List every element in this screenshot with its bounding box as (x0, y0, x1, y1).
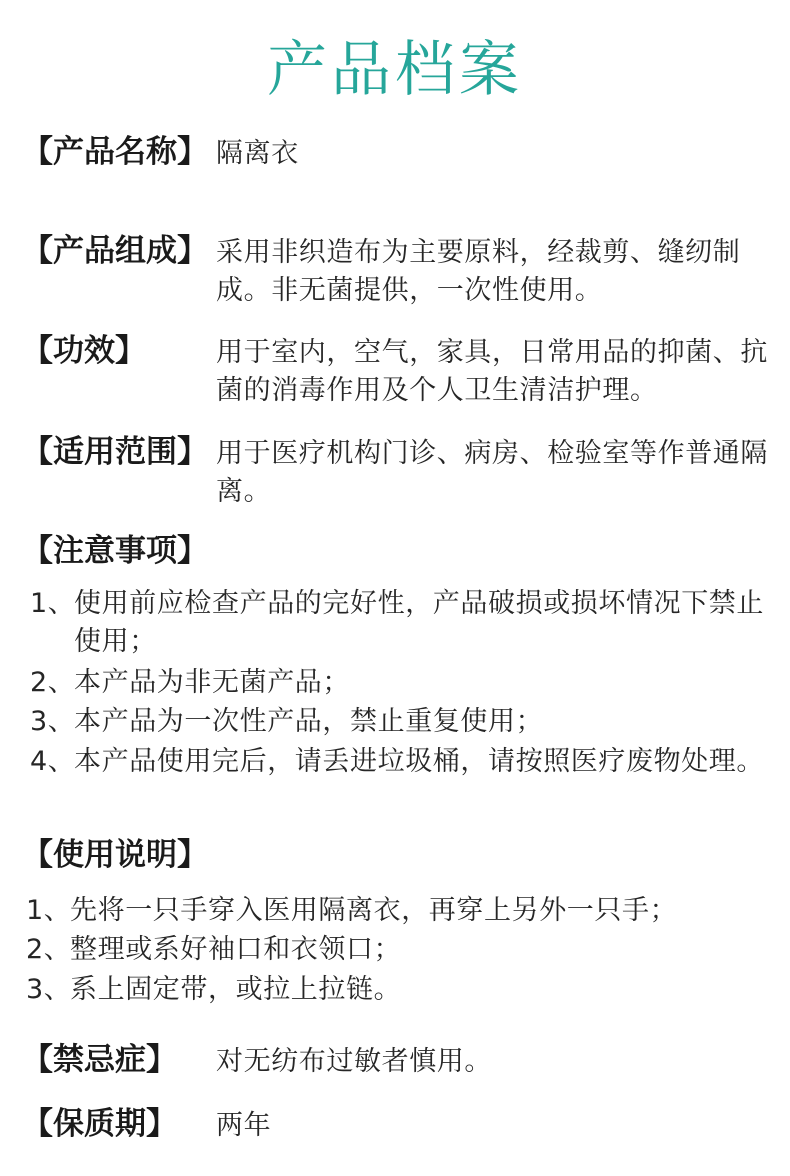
list-item-text: 系上固定带，或拉上拉链。 (70, 974, 402, 1005)
list-item-number: 1、 (26, 895, 72, 926)
list-item (30, 703, 775, 741)
list-item-number: 1、 (30, 588, 76, 619)
list-item-text: 使用前应检查产品的完好性，产品破损或损坏情况下禁止使用； (74, 588, 764, 657)
field-label: 【禁忌症】 (22, 1042, 177, 1078)
list-item-number: 4、 (30, 746, 76, 777)
list-item-text: 本产品使用完后，请丢进垃圾桶，请按照医疗废物处理。 (74, 746, 764, 777)
field-efficacy (22, 331, 782, 411)
field-label: 【功效】 (22, 333, 146, 369)
list-item (26, 892, 776, 930)
list-item-text: 本产品为一次性产品，禁止重复使用； (74, 706, 544, 737)
field-product-name (22, 132, 782, 176)
field-value: 用于医疗机构门诊、病房、检验室等作普通隔离。 (216, 438, 768, 507)
list-item-number: 3、 (30, 706, 76, 737)
field-value: 采用非织造布为主要原料，经裁剪、缝纫制成。非无菌提供，一次性使用。 (216, 237, 741, 306)
list-item (30, 585, 775, 661)
list-item-text: 本产品为非无菌产品； (74, 667, 350, 698)
field-label: 【产品组成】 (22, 233, 208, 269)
list-item-number: 2、 (30, 667, 76, 698)
field-label: 【适用范围】 (22, 434, 208, 470)
precautions-heading: 【注意事项】 (22, 533, 208, 569)
page-title: 产品档案 (267, 35, 523, 105)
field-value: 用于室内，空气，家具，日常用品的抑菌、抗菌的消毒作用及个人卫生清洁护理。 (216, 337, 768, 406)
field-value: 隔离衣 (216, 138, 299, 169)
field-shelf-life (22, 1104, 782, 1148)
list-item-number: 2、 (26, 934, 72, 965)
list-item-text: 整理或系好袖口和衣领口； (70, 934, 402, 965)
list-item-number: 3、 (26, 974, 72, 1005)
field-value: 对无纺布过敏者慎用。 (216, 1046, 492, 1077)
field-value: 两年 (216, 1110, 272, 1141)
list-item-text: 先将一只手穿入医用隔离衣，再穿上另外一只手； (70, 895, 678, 926)
field-contraindication (22, 1040, 782, 1084)
field-label: 【产品名称】 (22, 134, 208, 170)
list-item (30, 664, 775, 702)
field-label: 【保质期】 (22, 1106, 177, 1142)
list-item (26, 971, 776, 1009)
list-item (30, 743, 775, 781)
instructions-heading: 【使用说明】 (22, 837, 208, 873)
list-item (26, 931, 776, 969)
field-composition (22, 231, 782, 311)
field-scope (22, 432, 782, 512)
